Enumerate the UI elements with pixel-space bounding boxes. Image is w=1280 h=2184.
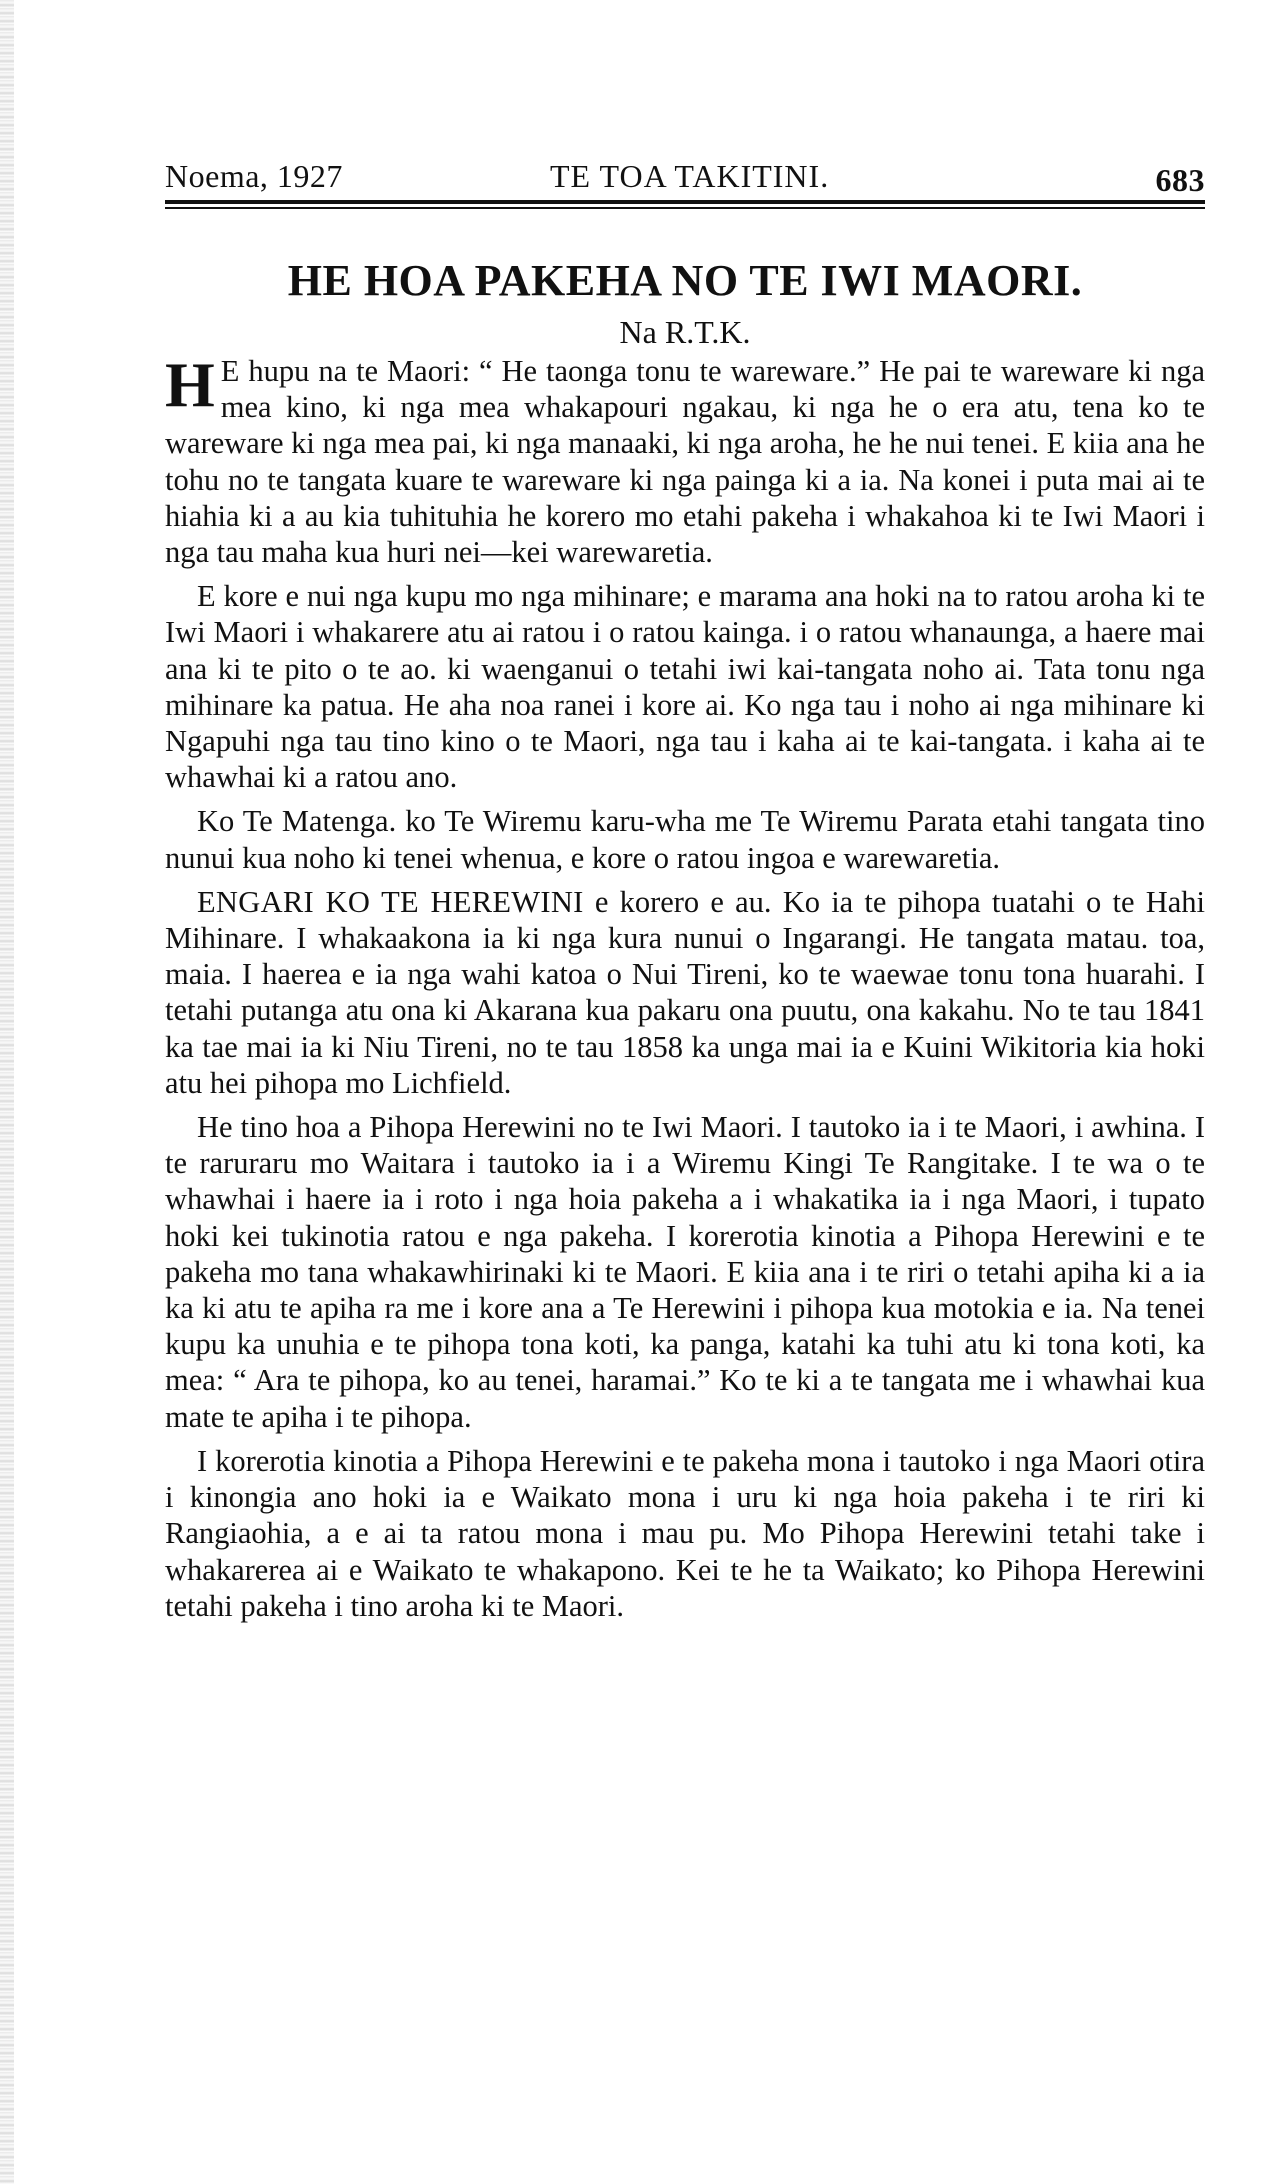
drop-cap: H: [165, 349, 215, 420]
issue-date: Noema, 1927: [165, 158, 343, 194]
journal-title: TE TOA TAKITINI.: [550, 158, 830, 194]
article-title: HE HOA PAKEHA NO TE IWI MAORI.: [287, 256, 1083, 305]
paragraph-4-text: e korero e au. Ko ia te pihopa tuatahi o te Hahi Mihinare. I whakaakona ia ki nga kura nunui o Ingarangi. He tangata matau. toa, maia. I haerea e ia nga wahi katoa o Nui Tireni, ko te waewae tonu tona huarahi. I tetahi putanga atu ona ki Akarana kua pakaru ona puutu, ona kakahu. No te tau 1841 ka tae mai ia ki Niu Tireni, no te tau 1858 ka unga mai ia e Kuini Wikitoria kia hoki atu hei pihopa mo Lichfield.: [165, 884, 1205, 1100]
article-body: [165, 349, 1205, 1624]
paragraph-6: I korerotia kinotia a Pihopa Herewini e te pakeha mona i tautoko i nga Maori otira i kinongia ano hoki ia e Waikato mona i uru ki nga hoia pakeha i te riri ki Rangiaohia, a e ai ta ratou mona i mau pu. Mo Pihopa Herewini tetahi take i whakarerea ai e Waikato te whakapono. Kei te he ta Waikato; ko Pihopa Herewini tetahi pakeha i tino aroha ki te Maori.: [165, 1443, 1205, 1623]
running-head: [165, 150, 1205, 198]
scan-left-edge: [0, 0, 14, 2184]
paragraph-4-lead: ENGARI KO TE HEREWINI: [197, 884, 584, 919]
paragraph-4: [165, 884, 1205, 1101]
paragraph-2: E kore e nui nga kupu mo nga mihinare; e marama ana hoki na to ratou aroha ki te Iwi Maori i whakarere atu ai ratou i o ratou kainga. i o ratou whanaunga, a haere mai ana ki te pito o te ao. ki waenganui o tetahi iwi kai-tangata noho ai. Tata tonu nga mihinare ka patua. He aha noa ranei i kore ai. Ko nga tau i noho ai nga mihinare ki Ngapuhi nga tau tino kino o te Maori, nga tau i kaha ai te kai-tangata. i kaha ai te whawhai ki a ratou ano.: [165, 579, 1205, 795]
paragraph-1: [165, 349, 1205, 570]
journal-page: [165, 150, 1205, 1632]
page-number: 683: [1155, 162, 1205, 198]
paragraph-1-text: E hupu na te Maori: “ He taonga tonu te wareware.” He pai te wareware ki nga mea kino, ki nga mea whakapouri ngakau, ki nga he o era atu, tena ko te wareware ki nga mea pai, ki nga manaaki, ki nga aroha, he he nui tenei. E kiia ana he tohu no te tangata kuare te wareware ki nga painga ki a ia. Na konei i puta mai ai te hiahia ki a au kia tuhituhia he korero mo etahi pakeha i whakahoa ki te Iwi Maori i nga tau maha kua huri nei—kei warewaretia.: [165, 354, 1205, 570]
article-byline: Na R.T.K.: [619, 314, 751, 350]
paragraph-5: He tino hoa a Pihopa Herewini no te Iwi Maori. I tautoko ia i te Maori, i awhina. I te raruraru mo Waitara i tautoko ia i a Wiremu Kingi Te Rangitake. I te wa o te whawhai i haere ia i roto i nga hoia pakeha a i whakatika ia i nga Maori, i tupato hoki kei tukinotia ratou e nga pakeha. I korerotia kinotia a Pihopa Herewini e te pakeha mo tana whakawhirinaki ki te Maori. E kiia ana i te riri o tetahi apiha ki a ia ka ki atu te apiha ra me i kore ana a Te Herewini i pihopa kua motokia e ia. Na tenei kupu ka unuhia e te pihopa tona koti, ka panga, katahi ka tuhi atu ki tona koti, ka mea: “ Ara te pihopa, ko au tenei, haramai.” Ko te ki a te tangata me i whawhai kua mate te apiha i te pihopa.: [165, 1110, 1205, 1434]
header-rule-thin: [165, 207, 1205, 209]
header-rule-thick: [165, 200, 1205, 204]
paragraph-3: Ko Te Matenga. ko Te Wiremu karu-wha me Te Wiremu Parata etahi tangata tino nunui kua noho ki tenei whenua, e kore o ratou ingoa e warewaretia.: [165, 804, 1205, 875]
